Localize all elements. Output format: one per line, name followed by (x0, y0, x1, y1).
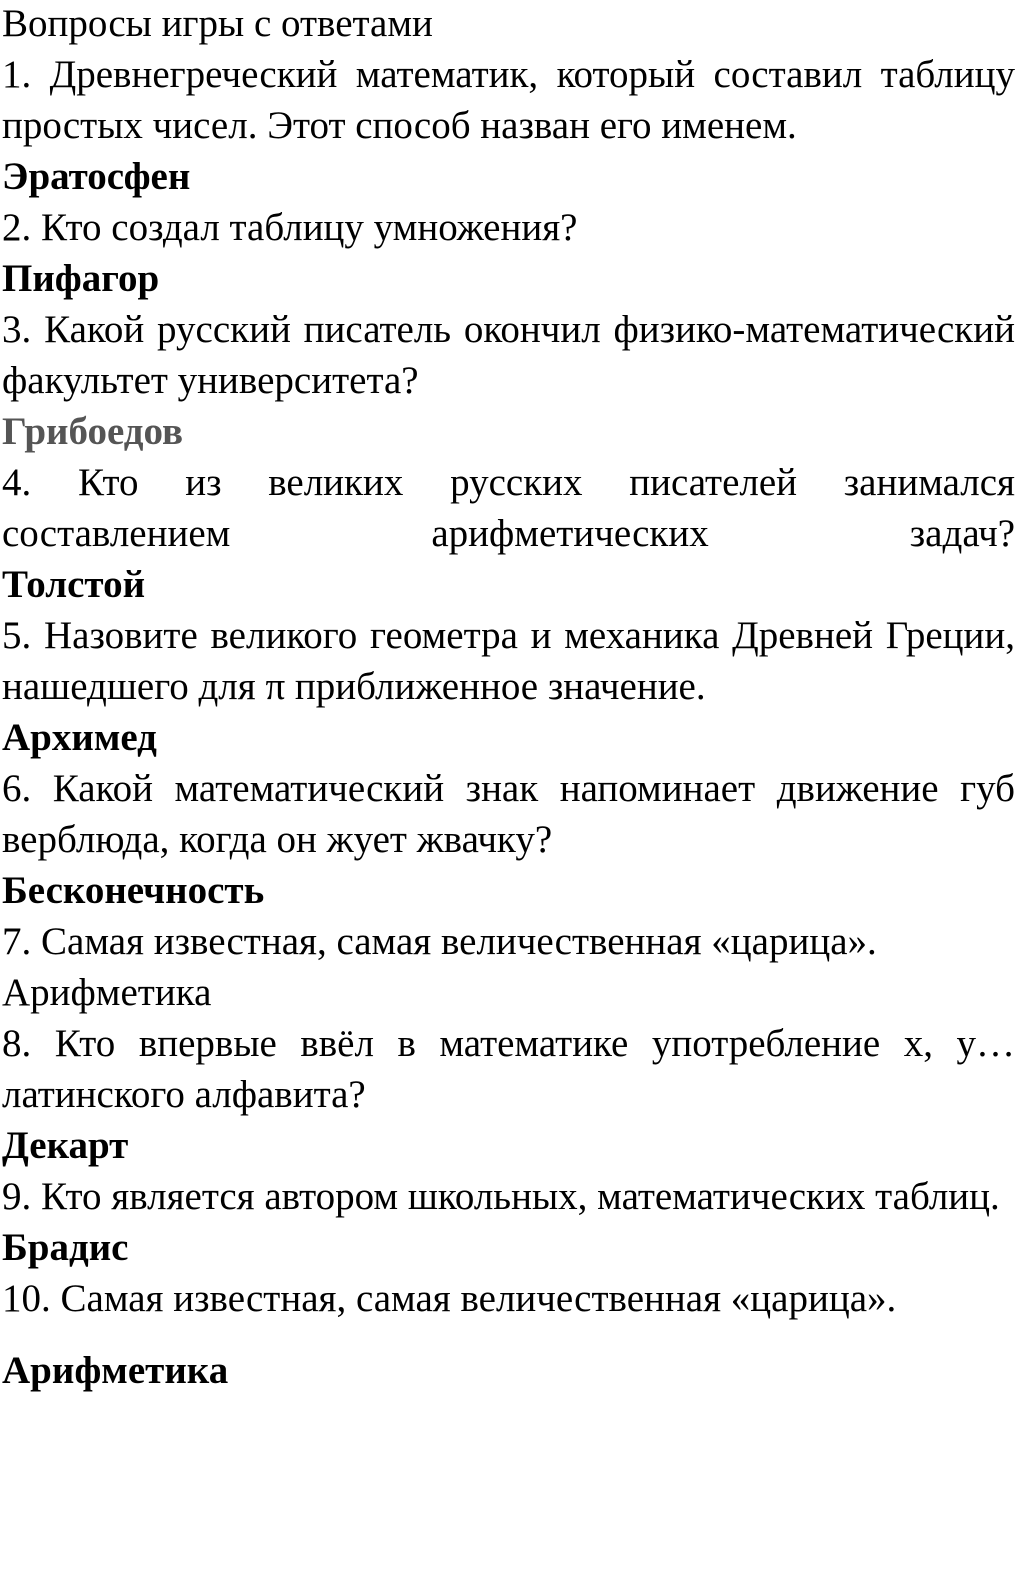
question-8: 8. Кто впервые ввёл в математике употребление x, y… латинского алфавита? (2, 1022, 1015, 1116)
question-2: 2. Кто создал таблицу умножения? (2, 206, 578, 249)
answer-2: Пифагор (2, 257, 160, 300)
answer-3: Грибоедов (2, 410, 184, 453)
question-3: 3. Какой русский писатель окончил физико-математический факультет университета? (2, 308, 1015, 402)
answer-6: Бесконечность (2, 869, 265, 912)
answer-1: Эратосфен (2, 155, 191, 198)
answer-5: Архимед (2, 716, 157, 759)
question-9: 9. Кто является автором школьных, математических таблиц. (2, 1175, 1000, 1218)
answer-7: Арифметика (2, 971, 212, 1014)
answer-9: Брадис (2, 1226, 129, 1269)
question-5: 5. Назовите великого геометра и механика Древней Греции, нашедшего для π приближенное значение. (2, 614, 1015, 708)
question-4: 4. Кто из великих русских писателей занимался составлением арифметических задач? (2, 461, 1015, 555)
answer-8: Декарт (2, 1124, 129, 1167)
answer-4: Толстой (2, 563, 146, 606)
question-7: 7. Самая известная, самая величественная «царица». (2, 920, 877, 963)
question-6: 6. Какой математический знак напоминает движение губ верблюда, когда он жует жвачку? (2, 767, 1015, 861)
answer-10: Арифметика (2, 1349, 229, 1392)
question-10: 10. Самая известная, самая величественная «царица». (2, 1277, 897, 1320)
document-title: Вопросы игры с ответами (2, 2, 433, 45)
question-1: 1. Древнегреческий математик, который составил таблицу простых чисел. Этот способ назван его именем. (2, 53, 1015, 147)
